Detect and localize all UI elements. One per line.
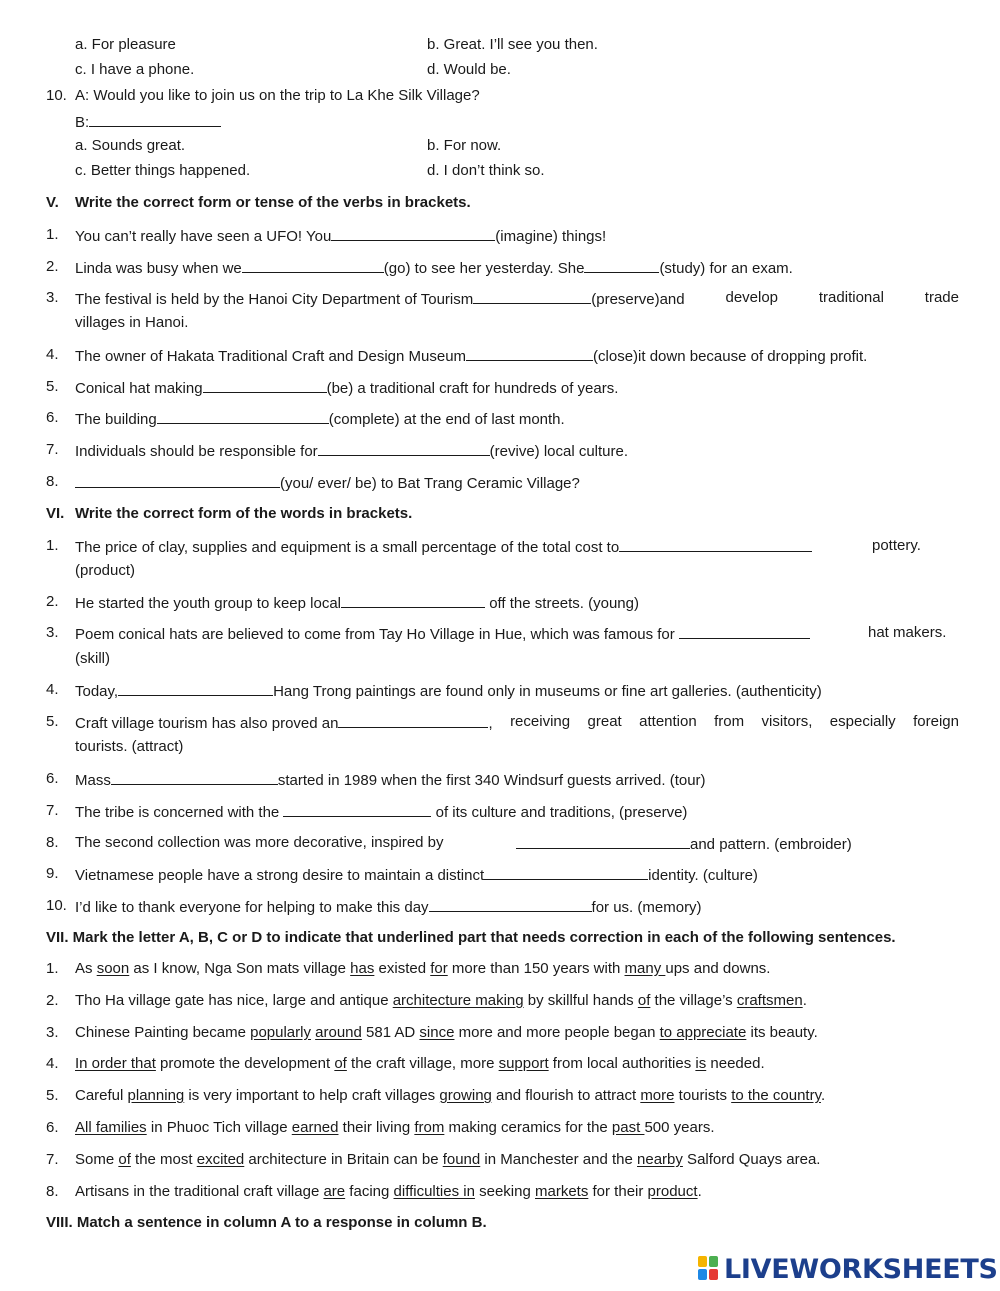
q10-options-row-1: [0, 137, 1000, 159]
item-number: 10.: [46, 897, 67, 914]
sentence-text: is very important to help craft villages: [184, 1087, 440, 1104]
answer-blank[interactable]: [318, 441, 490, 456]
sentence-text: needed.: [706, 1055, 765, 1072]
q10-options-row-2: [0, 162, 1000, 184]
underlined-option[interactable]: is: [695, 1055, 707, 1072]
answer-blank[interactable]: [484, 865, 648, 880]
error-correction-item: [0, 1055, 1000, 1077]
liveworksheets-logo: [698, 1254, 998, 1284]
word-item-6: [0, 770, 1000, 792]
item-number: 1.: [46, 537, 59, 554]
underlined-option[interactable]: to the country: [731, 1087, 821, 1104]
sentence-text: and flourish to attract: [491, 1087, 641, 1104]
option-d[interactable]: d. I don’t think so.: [427, 162, 545, 179]
item-number: 9.: [46, 865, 59, 882]
item-number: 8.: [46, 1183, 59, 1200]
item-text: Craft village tourism has also proved an , receiving great attention from visitors, especially foreign: [75, 713, 959, 732]
underlined-option[interactable]: many: [624, 960, 666, 977]
sentence-text: in Manchester and the: [480, 1151, 638, 1168]
item-number: 7.: [46, 802, 59, 819]
section-vi-heading: [0, 505, 1000, 527]
sentence-text: architecture in Britain can be: [244, 1151, 443, 1168]
option-b[interactable]: b. Great. I’ll see you then.: [427, 36, 598, 53]
item-text: I’d like to thank everyone for helping to make this day for us. (memory): [75, 899, 702, 916]
word-item-10: [0, 897, 1000, 919]
item-text: The building (complete) at the end of last month.: [75, 411, 565, 428]
word-item-2: [0, 593, 1000, 615]
sentence-text: the craft village, more: [346, 1055, 499, 1072]
item-sentence: [75, 1024, 818, 1041]
item-number: 4.: [46, 1055, 59, 1072]
item-text: Linda was busy when we (go) to see her yesterday. She (study) for an exam.: [75, 260, 793, 277]
verb-item-1: [0, 226, 1000, 248]
answer-blank[interactable]: [341, 593, 485, 608]
underlined-option[interactable]: planning: [127, 1087, 185, 1104]
section-number: V.: [46, 194, 59, 211]
sentence-text: its beauty.: [746, 1024, 818, 1041]
sentence-text: Tho Ha village gate has nice, large and antique: [75, 992, 393, 1009]
item-text: Mass started in 1989 when the first 340 Windsurf guests arrived. (tour): [75, 772, 706, 789]
answer-blank[interactable]: [111, 770, 278, 785]
section-v-heading: [0, 194, 1000, 216]
underlined-option[interactable]: for: [430, 960, 448, 977]
underlined-option[interactable]: more: [640, 1087, 675, 1104]
item-sentence: [75, 1119, 715, 1136]
answer-blank[interactable]: [619, 537, 812, 552]
item-sentence: [75, 960, 770, 977]
sentence-text: Chinese Painting became: [75, 1024, 251, 1041]
answer-line: [0, 112, 1000, 134]
sentence-text: tourists: [674, 1087, 732, 1104]
underlined-option[interactable]: around: [315, 1024, 362, 1041]
item-sentence: [75, 1151, 820, 1168]
underlined-option[interactable]: In order that: [75, 1055, 156, 1072]
underlined-option[interactable]: are: [323, 1183, 346, 1200]
sentence-text: facing: [345, 1183, 394, 1200]
underlined-option[interactable]: past: [611, 1119, 645, 1136]
item-number: 8.: [46, 834, 59, 851]
option-b[interactable]: b. For now.: [427, 137, 502, 154]
word-item-5-continued: tourists. (attract): [75, 738, 184, 755]
item-sentence: [75, 1055, 765, 1072]
section-title: Write the correct form of the words in brackets.: [75, 505, 413, 522]
section-title: VIII. Match a sentence in column A to a response in column B.: [46, 1214, 487, 1231]
item-number: 2.: [46, 593, 59, 610]
section-vii-heading: [0, 929, 1000, 951]
item-number: 7.: [46, 441, 59, 458]
item-text: The owner of Hakata Traditional Craft and Design Museum (close)it down because of dropping profit.: [75, 348, 868, 365]
item-text: Poem conical hats are believed to come from Tay Ho Village in Hue, which was famous for: [75, 624, 810, 643]
word-item-1-continued: (product): [75, 562, 136, 579]
sentence-text: more than 150 years with: [447, 960, 625, 977]
answer-blank[interactable]: [331, 226, 495, 241]
verb-item-6: [0, 409, 1000, 431]
answer-blank[interactable]: [584, 258, 659, 273]
item-sentence: [75, 1087, 825, 1104]
item-number: 5.: [46, 378, 59, 395]
item-number: 6.: [46, 770, 59, 787]
item-number: 6.: [46, 409, 59, 426]
q9-options-row-2: [0, 61, 1000, 83]
sentence-text: existed: [374, 960, 431, 977]
sentence-text: Artisans in the traditional craft village: [75, 1183, 324, 1200]
item-sentence: [75, 1183, 702, 1200]
error-correction-item: [0, 992, 1000, 1014]
answer-blank[interactable]: [203, 378, 327, 393]
sentence-text: making ceramics for the: [444, 1119, 612, 1136]
underlined-option[interactable]: to appreciate: [659, 1024, 747, 1041]
item-text: (you/ ever/ be) to Bat Trang Ceramic Village?: [75, 473, 580, 492]
underlined-option[interactable]: since: [419, 1024, 455, 1041]
q9-options-row-1: [0, 36, 1000, 58]
verb-item-4: [0, 346, 1000, 368]
section-title: Write the correct form or tense of the verbs in brackets.: [75, 194, 471, 211]
verb-item-2: [0, 258, 1000, 280]
sentence-text: seeking: [474, 1183, 535, 1200]
item-sentence: [75, 992, 807, 1009]
sentence-text: ups and downs.: [665, 960, 771, 977]
question-text: A: Would you like to join us on the trip to La Khe Silk Village?: [75, 87, 480, 104]
answer-b-label: B:: [75, 112, 221, 131]
word-item-1: 1. The price of clay, supplies and equipment is a small percentage of the total cost to pottery.: [46, 537, 921, 556]
sentence-text: Some: [75, 1151, 119, 1168]
item-text: Vietnamese people have a strong desire to maintain a distinct identity. (culture): [75, 867, 758, 884]
item-text: The price of clay, supplies and equipment is a small percentage of the total cost to: [75, 537, 812, 556]
sentence-text: 581 AD: [361, 1024, 420, 1041]
underlined-option[interactable]: architecture making: [392, 992, 524, 1009]
underlined-option[interactable]: of: [118, 1151, 131, 1168]
answer-blank[interactable]: [242, 258, 384, 273]
answer-blank[interactable]: [338, 713, 488, 728]
section-title: VII. Mark the letter A, B, C or D to indicate that underlined part that needs correction in each of the following sentences.: [46, 929, 896, 946]
option-a[interactable]: a. For pleasure: [75, 36, 176, 53]
item-text: The tribe is concerned with the of its culture and traditions, (preserve): [75, 804, 688, 821]
item-text: Conical hat making (be) a traditional craft for hundreds of years.: [75, 380, 619, 397]
underlined-option[interactable]: has: [350, 960, 375, 977]
section-number: VI.: [46, 505, 65, 522]
sentence-text: as I know, Nga Son mats village: [129, 960, 351, 977]
item-number: 7.: [46, 1151, 59, 1168]
option-c[interactable]: c. Better things happened.: [75, 162, 251, 179]
option-c[interactable]: c. I have a phone.: [75, 61, 195, 78]
verb-item-5: [0, 378, 1000, 400]
item-number: 8.: [46, 473, 59, 490]
answer-blank[interactable]: [157, 409, 329, 424]
word-item-9: [0, 865, 1000, 887]
error-correction-item: [0, 1087, 1000, 1109]
item-number: 4.: [46, 681, 59, 698]
verb-item-8: [0, 473, 1000, 495]
sentence-text: the most: [130, 1151, 197, 1168]
sentence-text: the village’s: [650, 992, 737, 1009]
underlined-option[interactable]: soon: [96, 960, 130, 977]
sentence-text: from local authorities: [548, 1055, 696, 1072]
item-text: The festival is held by the Hanoi City Department of Tourism (preserve)and develop traditional trade: [75, 289, 959, 308]
word-item-3: 3. Poem conical hats are believed to come from Tay Ho Village in Hue, which was famous for hat makers.: [46, 624, 947, 643]
answer-blank[interactable]: [118, 681, 273, 696]
answer-blank[interactable]: [516, 834, 690, 849]
sentence-text: promote the development: [155, 1055, 335, 1072]
item-text: Today, Hang Trong paintings are found only in museums or fine art galleries. (authenticity): [75, 683, 822, 700]
answer-blank[interactable]: [75, 473, 280, 488]
question-number: 10.: [46, 87, 67, 104]
sentence-text: in Phuoc Tich village: [146, 1119, 292, 1136]
underlined-option[interactable]: difficulties in: [393, 1183, 475, 1200]
underlined-option[interactable]: earned: [291, 1119, 339, 1136]
section-viii-heading: [0, 1214, 1000, 1236]
item-number: 2.: [46, 258, 59, 275]
answer-blank[interactable]: [466, 346, 593, 361]
verb-item-3: [0, 289, 1000, 311]
item-number: 5.: [46, 1087, 59, 1104]
sentence-text: Salford Quays area.: [682, 1151, 821, 1168]
underlined-option[interactable]: growing: [439, 1087, 492, 1104]
sentence-text: Careful: [75, 1087, 128, 1104]
sentence-text: by skillful hands: [523, 992, 638, 1009]
underlined-option[interactable]: markets: [535, 1183, 589, 1200]
item-text: You can’t really have seen a UFO! You (imagine) things!: [75, 228, 607, 245]
error-correction-item: [0, 960, 1000, 982]
verb-item-3-continued: villages in Hanoi.: [75, 314, 189, 331]
underlined-option[interactable]: of: [334, 1055, 347, 1072]
item-number: 5.: [46, 713, 59, 730]
sentence-text: .: [697, 1183, 702, 1200]
underlined-option[interactable]: nearby: [637, 1151, 683, 1168]
item-number: 4.: [46, 346, 59, 363]
logo-text: LIVEWORKSHEETS: [724, 1253, 998, 1285]
item-text: The second collection was more decorative, inspired by: [75, 834, 444, 851]
underlined-option[interactable]: excited: [196, 1151, 245, 1168]
sentence-text: As: [75, 960, 97, 977]
item-number: 3.: [46, 1024, 59, 1041]
word-item-8: 8. The second collection was more decorative, inspired by and pattern. (embroider): [46, 834, 852, 853]
logo-mark-icon: [698, 1256, 720, 1282]
underlined-option[interactable]: support: [498, 1055, 549, 1072]
error-correction-item: [0, 1024, 1000, 1046]
underlined-option[interactable]: craftsmen: [736, 992, 803, 1009]
item-number: 1.: [46, 960, 59, 977]
item-number: 1.: [46, 226, 59, 243]
error-correction-item: [0, 1183, 1000, 1205]
item-text: Individuals should be responsible for (revive) local culture.: [75, 443, 629, 460]
underlined-option[interactable]: popularly: [250, 1024, 311, 1041]
item-number: 2.: [46, 992, 59, 1009]
answer-blank[interactable]: [89, 112, 221, 127]
word-item-3-continued: (skill): [75, 650, 110, 667]
answer-blank[interactable]: [283, 802, 431, 817]
underlined-option[interactable]: found: [442, 1151, 481, 1168]
sentence-text: for their: [588, 1183, 648, 1200]
question-10: [0, 87, 1000, 109]
item-text: He started the youth group to keep local off the streets. (young): [75, 595, 639, 612]
underlined-option[interactable]: All families: [75, 1119, 147, 1136]
item-number: 3.: [46, 624, 59, 641]
answer-blank[interactable]: [473, 289, 591, 304]
sentence-text: .: [820, 1087, 826, 1104]
answer-blank[interactable]: [679, 624, 810, 639]
verb-item-7: [0, 441, 1000, 463]
underlined-option[interactable]: product: [647, 1183, 698, 1200]
sentence-text: 500 years.: [644, 1119, 715, 1136]
sentence-text: .: [802, 992, 807, 1009]
word-item-4: [0, 681, 1000, 703]
underlined-option[interactable]: of: [637, 992, 651, 1009]
item-number: 3.: [46, 289, 59, 306]
option-a[interactable]: a. Sounds great.: [75, 137, 186, 154]
option-d[interactable]: d. Would be.: [427, 61, 511, 78]
item-number: 6.: [46, 1119, 59, 1136]
error-correction-item: [0, 1119, 1000, 1141]
sentence-text: more and more people began: [454, 1024, 660, 1041]
sentence-text: their living: [338, 1119, 415, 1136]
underlined-option[interactable]: from: [414, 1119, 445, 1136]
error-correction-item: [0, 1151, 1000, 1173]
word-item-5: [0, 713, 1000, 735]
word-item-7: [0, 802, 1000, 824]
answer-blank[interactable]: [429, 897, 592, 912]
